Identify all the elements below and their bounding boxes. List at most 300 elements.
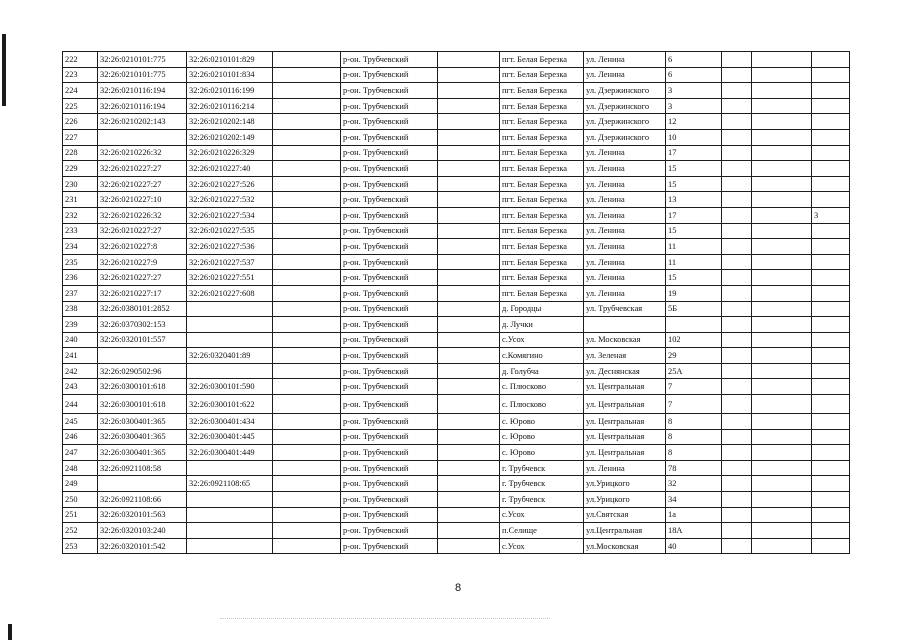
cadastral-number-cell: 32:26:0320101:542: [98, 538, 187, 554]
row-number: 244: [63, 395, 98, 414]
cadastral-number-2-cell: 32:26:0210101:829: [187, 52, 273, 68]
house-number-cell: 8: [666, 445, 722, 461]
empty-cell: [752, 161, 812, 177]
empty-cell: [438, 317, 500, 333]
district-cell: р-он. Трубчевский: [341, 379, 438, 395]
empty-cell: [752, 67, 812, 83]
cadastral-number-cell: 32:26:0300401:365: [98, 445, 187, 461]
settlement-cell: г. Трубчевск: [500, 460, 584, 476]
settlement-cell: с.Усох: [500, 332, 584, 348]
empty-cell: [438, 460, 500, 476]
street-cell: ул. Ленина: [584, 67, 666, 83]
house-number-cell: 18А: [666, 523, 722, 539]
empty-cell: [273, 379, 341, 395]
empty-cell: [752, 492, 812, 508]
settlement-cell: пгт. Белая Березка: [500, 129, 584, 145]
house-number-cell: 1а: [666, 507, 722, 523]
settlement-cell: с. Плюсково: [500, 395, 584, 414]
cadastral-number-2-cell: 32:26:0300101:590: [187, 379, 273, 395]
empty-cell: [722, 317, 752, 333]
district-cell: р-он. Трубчевский: [341, 363, 438, 379]
cadastral-number-cell: [98, 129, 187, 145]
cadastral-number-2-cell: 32:26:0210227:535: [187, 223, 273, 239]
settlement-cell: г. Трубчевск: [500, 492, 584, 508]
row-number: 250: [63, 492, 98, 508]
street-cell: ул. Дзержинского: [584, 83, 666, 99]
extra-value-cell: [812, 332, 850, 348]
empty-cell: [722, 538, 752, 554]
empty-cell: [722, 414, 752, 430]
empty-cell: [438, 492, 500, 508]
empty-cell: [722, 145, 752, 161]
empty-cell: [273, 52, 341, 68]
settlement-cell: пгт. Белая Березка: [500, 114, 584, 130]
empty-cell: [722, 348, 752, 364]
cadastral-number-cell: 32:26:0320101:563: [98, 507, 187, 523]
empty-cell: [273, 67, 341, 83]
empty-cell: [722, 395, 752, 414]
empty-cell: [722, 254, 752, 270]
empty-cell: [273, 223, 341, 239]
empty-cell: [722, 429, 752, 445]
cadastral-number-cell: 32:26:0210227:27: [98, 176, 187, 192]
empty-cell: [273, 207, 341, 223]
registry-body: [63, 52, 850, 554]
extra-value-cell: [812, 317, 850, 333]
table-row: [63, 98, 850, 114]
empty-cell: [273, 460, 341, 476]
extra-value-cell: [812, 52, 850, 68]
cadastral-number-2-cell: 32:26:0210116:199: [187, 83, 273, 99]
settlement-cell: с. Плюсково: [500, 379, 584, 395]
settlement-cell: д. Голубча: [500, 363, 584, 379]
row-number: 226: [63, 114, 98, 130]
table-row: [63, 145, 850, 161]
street-cell: ул. Ленина: [584, 161, 666, 177]
cadastral-number-2-cell: [187, 492, 273, 508]
cadastral-number-cell: 32:26:0210227:27: [98, 270, 187, 286]
district-cell: р-он. Трубчевский: [341, 414, 438, 430]
district-cell: р-он. Трубчевский: [341, 332, 438, 348]
cadastral-number-cell: 32:26:0210227:17: [98, 285, 187, 301]
empty-cell: [438, 145, 500, 161]
cadastral-number-cell: 32:26:0210227:27: [98, 161, 187, 177]
row-number: 245: [63, 414, 98, 430]
district-cell: р-он. Трубчевский: [341, 507, 438, 523]
street-cell: ул. Центральная: [584, 379, 666, 395]
district-cell: р-он. Трубчевский: [341, 192, 438, 208]
table-row: [63, 176, 850, 192]
row-number: 231: [63, 192, 98, 208]
street-cell: ул. Московская: [584, 332, 666, 348]
extra-value-cell: [812, 83, 850, 99]
settlement-cell: пгт. Белая Березка: [500, 161, 584, 177]
cadastral-number-2-cell: 32:26:0210227:532: [187, 192, 273, 208]
empty-cell: [722, 207, 752, 223]
house-number-cell: 17: [666, 207, 722, 223]
house-number-cell: 6: [666, 52, 722, 68]
street-cell: ул. Ленина: [584, 223, 666, 239]
cadastral-number-2-cell: 32:26:0320401:89: [187, 348, 273, 364]
cadastral-number-2-cell: 32:26:0300101:622: [187, 395, 273, 414]
empty-cell: [722, 492, 752, 508]
settlement-cell: пгт. Белая Березка: [500, 192, 584, 208]
cadastral-number-cell: 32:26:0300401:365: [98, 429, 187, 445]
empty-cell: [752, 379, 812, 395]
empty-cell: [438, 98, 500, 114]
empty-cell: [752, 270, 812, 286]
table-row: [63, 161, 850, 177]
district-cell: р-он. Трубчевский: [341, 523, 438, 539]
cadastral-number-2-cell: 32:26:0210227:534: [187, 207, 273, 223]
settlement-cell: пгт. Белая Березка: [500, 98, 584, 114]
settlement-cell: пгт. Белая Березка: [500, 83, 584, 99]
extra-value-cell: [812, 176, 850, 192]
cadastral-number-2-cell: [187, 523, 273, 539]
extra-value-cell: [812, 301, 850, 317]
house-number-cell: [666, 317, 722, 333]
scan-edge-mark: [8, 624, 12, 640]
extra-value-cell: [812, 192, 850, 208]
street-cell: ул. Зеленая: [584, 348, 666, 364]
house-number-cell: 5Б: [666, 301, 722, 317]
empty-cell: [722, 223, 752, 239]
district-cell: р-он. Трубчевский: [341, 207, 438, 223]
cadastral-number-2-cell: 32:26:0210227:551: [187, 270, 273, 286]
empty-cell: [273, 523, 341, 539]
table-row: [63, 285, 850, 301]
row-number: 242: [63, 363, 98, 379]
row-number: 243: [63, 379, 98, 395]
cadastral-number-cell: 32:26:0300401:365: [98, 414, 187, 430]
table-row: [63, 254, 850, 270]
cadastral-number-2-cell: 32:26:0300401:434: [187, 414, 273, 430]
empty-cell: [752, 114, 812, 130]
extra-value-cell: [812, 414, 850, 430]
empty-cell: [273, 317, 341, 333]
table-row: [63, 429, 850, 445]
district-cell: р-он. Трубчевский: [341, 445, 438, 461]
empty-cell: [438, 176, 500, 192]
empty-cell: [752, 98, 812, 114]
cadastral-number-cell: 32:26:0300101:618: [98, 395, 187, 414]
empty-cell: [722, 379, 752, 395]
extra-value-cell: [812, 445, 850, 461]
cadastral-number-cell: 32:26:0320103:240: [98, 523, 187, 539]
empty-cell: [722, 460, 752, 476]
table-row: [63, 207, 850, 223]
table-row: [63, 332, 850, 348]
row-number: 241: [63, 348, 98, 364]
cadastral-number-2-cell: 32:26:0210227:526: [187, 176, 273, 192]
empty-cell: [438, 414, 500, 430]
cadastral-number-2-cell: [187, 363, 273, 379]
empty-cell: [273, 414, 341, 430]
district-cell: р-он. Трубчевский: [341, 476, 438, 492]
street-cell: ул. Ленина: [584, 145, 666, 161]
district-cell: р-он. Трубчевский: [341, 67, 438, 83]
empty-cell: [273, 114, 341, 130]
street-cell: ул. Ленина: [584, 52, 666, 68]
district-cell: р-он. Трубчевский: [341, 254, 438, 270]
extra-value-cell: [812, 114, 850, 130]
empty-cell: [438, 429, 500, 445]
empty-cell: [438, 192, 500, 208]
empty-cell: [722, 239, 752, 255]
empty-cell: [722, 129, 752, 145]
house-number-cell: 15: [666, 176, 722, 192]
empty-cell: [438, 52, 500, 68]
empty-cell: [722, 363, 752, 379]
house-number-cell: 25А: [666, 363, 722, 379]
house-number-cell: 3: [666, 98, 722, 114]
street-cell: ул. Центральная: [584, 395, 666, 414]
row-number: 223: [63, 67, 98, 83]
empty-cell: [752, 445, 812, 461]
cadastral-number-2-cell: 32:26:0210227:40: [187, 161, 273, 177]
empty-cell: [273, 176, 341, 192]
house-number-cell: 15: [666, 223, 722, 239]
row-number: 237: [63, 285, 98, 301]
street-cell: ул. Центральная: [584, 414, 666, 430]
district-cell: р-он. Трубчевский: [341, 83, 438, 99]
settlement-cell: пгт. Белая Березка: [500, 176, 584, 192]
street-cell: ул. Ленина: [584, 285, 666, 301]
cadastral-number-cell: 32:26:0210116:194: [98, 83, 187, 99]
district-cell: р-он. Трубчевский: [341, 429, 438, 445]
street-cell: ул.Урицкого: [584, 492, 666, 508]
empty-cell: [752, 523, 812, 539]
settlement-cell: пгт. Белая Березка: [500, 223, 584, 239]
row-number: 229: [63, 161, 98, 177]
extra-value-cell: [812, 161, 850, 177]
empty-cell: [273, 332, 341, 348]
settlement-cell: д. Лучки: [500, 317, 584, 333]
cadastral-number-2-cell: [187, 538, 273, 554]
street-cell: ул. Деснянская: [584, 363, 666, 379]
empty-cell: [722, 67, 752, 83]
district-cell: р-он. Трубчевский: [341, 317, 438, 333]
settlement-cell: с. Юрово: [500, 414, 584, 430]
district-cell: р-он. Трубчевский: [341, 129, 438, 145]
house-number-cell: 7: [666, 379, 722, 395]
table-row: [63, 414, 850, 430]
table-row: [63, 192, 850, 208]
empty-cell: [752, 223, 812, 239]
extra-value-cell: [812, 429, 850, 445]
table-row: [63, 492, 850, 508]
empty-cell: [722, 332, 752, 348]
cadastral-number-cell: 32:26:0210227:8: [98, 239, 187, 255]
table-row: [63, 270, 850, 286]
empty-cell: [438, 301, 500, 317]
street-cell: ул.Московская: [584, 538, 666, 554]
extra-value-cell: [812, 523, 850, 539]
cadastral-number-cell: 32:26:0380101:2852: [98, 301, 187, 317]
empty-cell: [438, 83, 500, 99]
page-number: 8: [455, 582, 462, 594]
row-number: 247: [63, 445, 98, 461]
empty-cell: [722, 176, 752, 192]
row-number: 224: [63, 83, 98, 99]
empty-cell: [273, 145, 341, 161]
empty-cell: [752, 52, 812, 68]
empty-cell: [752, 192, 812, 208]
empty-cell: [273, 507, 341, 523]
house-number-cell: 15: [666, 270, 722, 286]
street-cell: ул. Ленина: [584, 176, 666, 192]
settlement-cell: г. Трубчевск: [500, 476, 584, 492]
settlement-cell: пгт. Белая Березка: [500, 270, 584, 286]
district-cell: р-он. Трубчевский: [341, 145, 438, 161]
empty-cell: [752, 83, 812, 99]
district-cell: р-он. Трубчевский: [341, 395, 438, 414]
table-row: [63, 507, 850, 523]
house-number-cell: 32: [666, 476, 722, 492]
empty-cell: [438, 207, 500, 223]
cadastral-number-2-cell: [187, 301, 273, 317]
table-row: [63, 223, 850, 239]
empty-cell: [722, 507, 752, 523]
cadastral-number-cell: 32:26:0921108:58: [98, 460, 187, 476]
table-row: [63, 348, 850, 364]
empty-cell: [722, 301, 752, 317]
empty-cell: [752, 395, 812, 414]
empty-cell: [722, 98, 752, 114]
table-row: [63, 114, 850, 130]
street-cell: ул. Ленина: [584, 254, 666, 270]
empty-cell: [273, 395, 341, 414]
settlement-cell: с.Усох: [500, 507, 584, 523]
row-number: 249: [63, 476, 98, 492]
empty-cell: [752, 285, 812, 301]
cadastral-number-2-cell: 32:26:0210116:214: [187, 98, 273, 114]
empty-cell: [722, 161, 752, 177]
empty-cell: [752, 207, 812, 223]
extra-value-cell: [812, 67, 850, 83]
empty-cell: [438, 507, 500, 523]
settlement-cell: пгт. Белая Березка: [500, 52, 584, 68]
empty-cell: [438, 476, 500, 492]
cadastral-number-cell: 32:26:0320101:557: [98, 332, 187, 348]
street-cell: ул.Урицкого: [584, 476, 666, 492]
cadastral-number-2-cell: 32:26:0210227:536: [187, 239, 273, 255]
empty-cell: [438, 538, 500, 554]
row-number: 253: [63, 538, 98, 554]
empty-cell: [438, 161, 500, 177]
house-number-cell: 11: [666, 239, 722, 255]
district-cell: р-он. Трубчевский: [341, 285, 438, 301]
street-cell: ул. Дзержинского: [584, 129, 666, 145]
house-number-cell: 17: [666, 145, 722, 161]
cadastral-number-cell: 32:26:0210116:194: [98, 98, 187, 114]
empty-cell: [273, 301, 341, 317]
empty-cell: [722, 52, 752, 68]
street-cell: ул. Трубчевская: [584, 301, 666, 317]
district-cell: р-он. Трубчевский: [341, 492, 438, 508]
extra-value-cell: [812, 223, 850, 239]
district-cell: р-он. Трубчевский: [341, 98, 438, 114]
empty-cell: [273, 285, 341, 301]
table-row: [63, 83, 850, 99]
empty-cell: [273, 83, 341, 99]
settlement-cell: с.Комягино: [500, 348, 584, 364]
cadastral-number-2-cell: 32:26:0210202:148: [187, 114, 273, 130]
district-cell: р-он. Трубчевский: [341, 270, 438, 286]
extra-value-cell: [812, 538, 850, 554]
cadastral-number-2-cell: [187, 332, 273, 348]
street-cell: ул. Дзержинского: [584, 114, 666, 130]
empty-cell: [752, 429, 812, 445]
extra-value-cell: 3: [812, 207, 850, 223]
row-number: 251: [63, 507, 98, 523]
empty-cell: [273, 270, 341, 286]
empty-cell: [438, 223, 500, 239]
empty-cell: [438, 332, 500, 348]
empty-cell: [273, 476, 341, 492]
empty-cell: [722, 270, 752, 286]
empty-cell: [722, 445, 752, 461]
cadastral-number-cell: 32:26:0210101:775: [98, 67, 187, 83]
empty-cell: [722, 114, 752, 130]
empty-cell: [752, 363, 812, 379]
empty-cell: [273, 239, 341, 255]
empty-cell: [722, 192, 752, 208]
house-number-cell: 7: [666, 395, 722, 414]
street-cell: ул. Ленина: [584, 270, 666, 286]
cadastral-number-cell: [98, 476, 187, 492]
property-registry-table: [62, 51, 850, 554]
row-number: 246: [63, 429, 98, 445]
scan-edge-mark: [2, 34, 6, 106]
district-cell: р-он. Трубчевский: [341, 301, 438, 317]
settlement-cell: с. Юрово: [500, 429, 584, 445]
table-row: [63, 379, 850, 395]
empty-cell: [273, 254, 341, 270]
empty-cell: [752, 176, 812, 192]
empty-cell: [438, 285, 500, 301]
extra-value-cell: [812, 395, 850, 414]
settlement-cell: с.Усох: [500, 538, 584, 554]
empty-cell: [752, 129, 812, 145]
empty-cell: [438, 379, 500, 395]
house-number-cell: 12: [666, 114, 722, 130]
house-number-cell: 102: [666, 332, 722, 348]
cadastral-number-cell: [98, 348, 187, 364]
settlement-cell: п.Селище: [500, 523, 584, 539]
district-cell: р-он. Трубчевский: [341, 176, 438, 192]
table-row: [63, 476, 850, 492]
empty-cell: [273, 348, 341, 364]
row-number: 232: [63, 207, 98, 223]
house-number-cell: 40: [666, 538, 722, 554]
empty-cell: [752, 317, 812, 333]
cadastral-number-2-cell: 32:26:0300401:449: [187, 445, 273, 461]
empty-cell: [752, 145, 812, 161]
cadastral-number-cell: 32:26:0921108:66: [98, 492, 187, 508]
extra-value-cell: [812, 145, 850, 161]
cadastral-number-2-cell: 32:26:0210226:329: [187, 145, 273, 161]
table-row: [63, 317, 850, 333]
empty-cell: [438, 363, 500, 379]
house-number-cell: 34: [666, 492, 722, 508]
empty-cell: [438, 523, 500, 539]
cadastral-number-2-cell: 32:26:0921108:65: [187, 476, 273, 492]
empty-cell: [438, 254, 500, 270]
extra-value-cell: [812, 460, 850, 476]
house-number-cell: 8: [666, 414, 722, 430]
empty-cell: [273, 538, 341, 554]
